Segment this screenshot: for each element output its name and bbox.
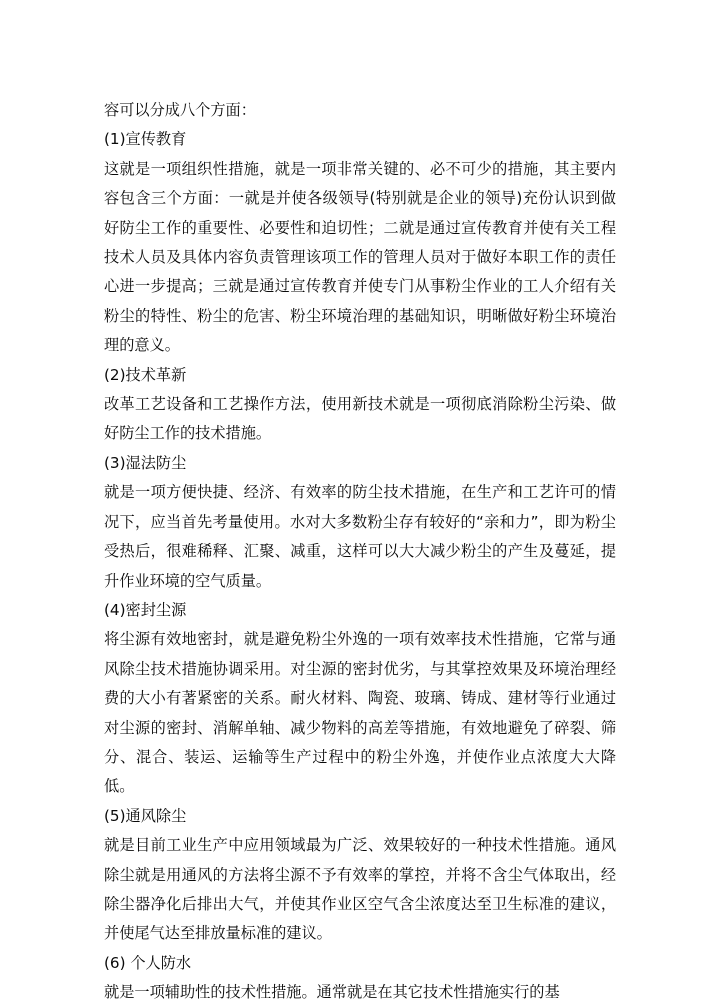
paragraph-heading-3: (3)湿法防尘	[104, 453, 187, 472]
paragraph-heading-4: (4)密封尘源	[104, 600, 187, 619]
document-body	[104, 96, 616, 1008]
paragraph: 容可以分成八个方面：	[104, 101, 256, 119]
paragraph: 就是目前工业生产中应用领域最为广泛、效果较好的一种技术性措施。通风除尘就是用通风的方法将尘源不予有效率的掌控，并将不含尘气体取出，经除尘器净化后排出大气，并使其作业区空气含尘浓度达至卫生标准的建议，并使尾气达至排放量标准的建议。	[104, 836, 616, 943]
paragraph: 改革工艺设备和工艺操作方法，使用新技术就是一项彻底消除粉尘污染、做好防尘工作的技术措施。	[104, 395, 616, 443]
paragraph-heading-2: (2)技术革新	[104, 365, 187, 384]
paragraph-heading-5: (5)通风除尘	[104, 806, 187, 825]
paragraph: 这就是一项组织性措施，就是一项非常关键的、必不可少的措施，其主要内容包含三个方面：一就是并使各级领导(特别就是企业的领导)充份认识到做好防尘工作的重要性、必要性和迫切性；二就是通过宣传教育并使有关工程技术人员及具体内容负责管理该项工作的管理人员对于做好本职工作的责任心进一步提高；三就是通过宣传教育并使专门从事粉尘作业的工人介绍有关粉尘的特性、粉尘的危害、粉尘环境治理的基础知识，明晰做好粉尘环境治理的意义。	[104, 159, 616, 355]
paragraph: 就是一项方便快捷、经济、有效率的防尘技术措施，在生产和工艺许可的情况下，应当首先考量使用。水对大多数粉尘存有较好的“亲和力”，即为粉尘受热后，很难稀释、汇聚、减重，这样可以大大减少粉尘的产生及蔓延，提升作业环境的空气质量。	[104, 483, 616, 590]
paragraph: 将尘源有效地密封，就是避免粉尘外逸的一项有效率技术性措施，它常与通风除尘技术措施协调采用。对尘源的密封优劣，与其掌控效果及环境治理经费的大小有著紧密的关系。耐火材料、陶瓷、玻璃、铸成、建材等行业通过对尘源的密封、消解单轴、减少物料的高差等措施，有效地避免了碎裂、筛分、混合、装运、运输等生产过程中的粉尘外逸，并使作业点浓度大大降低。	[104, 630, 616, 796]
paragraph: 就是一项辅助性的技术性措施。通常就是在其它技术性措施实行的基	[104, 983, 560, 1002]
paragraph-heading-1: (1)宣传教育	[104, 130, 187, 149]
paragraph-heading-6: (6) 个人防水	[104, 953, 192, 972]
